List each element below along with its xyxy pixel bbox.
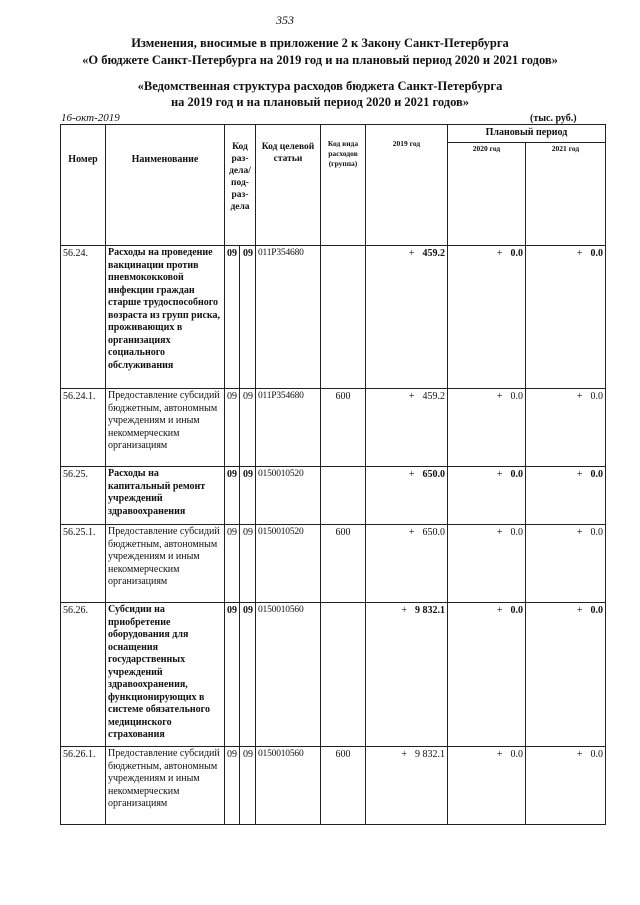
- row-section-code: 09: [225, 467, 240, 525]
- row-expense-type-code: 600: [321, 747, 366, 825]
- row-amount-2019: [366, 389, 448, 467]
- row-amount-2021: [526, 603, 606, 747]
- row-amount-2021: [526, 467, 606, 525]
- row-subsection-code: 09: [240, 389, 256, 467]
- header-name: Наименование: [106, 125, 225, 246]
- amount-sign: +: [576, 391, 583, 402]
- amount-sign: +: [576, 605, 583, 616]
- page-number: 353: [276, 13, 294, 27]
- row-target-code: 0150010520: [256, 525, 321, 603]
- amount-sign: +: [401, 749, 407, 760]
- row-expense-type-code: 600: [321, 389, 366, 467]
- amount-sign: +: [576, 469, 583, 480]
- table-row: [61, 525, 606, 603]
- row-target-code: 0150010560: [256, 747, 321, 825]
- table-body: [61, 246, 606, 825]
- amount-value: 459.2: [422, 391, 445, 402]
- header-year-2020: 2020 год: [448, 143, 526, 246]
- amount-sign: +: [496, 527, 503, 538]
- header-year-2019: 2019 год: [366, 125, 448, 246]
- row-expense-type-code: [321, 603, 366, 747]
- row-amount-2020: [448, 747, 526, 825]
- row-target-code: 011P354680: [256, 389, 321, 467]
- row-amount-2021: [526, 525, 606, 603]
- row-target-code: 011P354680: [256, 246, 321, 389]
- amount-value: 0.0: [510, 391, 523, 402]
- header-expense-type-code: Код вида расходов (группа): [321, 125, 366, 246]
- amount-value: 459.2: [422, 248, 445, 259]
- table-row: [61, 389, 606, 467]
- amount-value: 0.0: [590, 391, 603, 402]
- row-subsection-code: 09: [240, 467, 256, 525]
- amount-value: 650.0: [422, 469, 445, 480]
- row-amount-2020: [448, 467, 526, 525]
- row-section-code: 09: [225, 246, 240, 389]
- amount-sign: +: [408, 527, 415, 538]
- amount-value: 650.0: [422, 527, 445, 538]
- row-number: 56.24.1.: [61, 389, 106, 467]
- row-number: 56.26.1.: [61, 747, 106, 825]
- table-row: [61, 246, 606, 389]
- document-date: 16-окт-2019: [61, 112, 120, 124]
- appendix-title-line-2: на 2019 год и на плановый период 2020 и 2021 годов»: [170, 95, 470, 109]
- header-section-code: Код раз- дела/ под- раз- дела: [225, 125, 256, 246]
- table-row: [61, 747, 606, 825]
- amount-value: 9 832.1: [415, 605, 445, 616]
- row-amount-2019: [366, 747, 448, 825]
- row-name: Предоставление субсидий бюджетным, автономным учреждениям и иным некоммерческим организациям: [106, 747, 225, 825]
- table-row: [61, 467, 606, 525]
- amount-value: 9 832.1: [415, 749, 445, 760]
- amount-sign: +: [496, 469, 503, 480]
- row-amount-2021: [526, 389, 606, 467]
- budget-table: [60, 124, 606, 825]
- amount-value: 0.0: [590, 749, 603, 760]
- amount-sign: +: [576, 248, 583, 259]
- table-row: [61, 603, 606, 747]
- amount-sign: +: [576, 749, 583, 760]
- row-expense-type-code: [321, 467, 366, 525]
- amount-value: 0.0: [590, 605, 603, 616]
- amount-sign: +: [496, 749, 503, 760]
- document-title-line-1: Изменения, вносимые в приложение 2 к Закону Санкт-Петербурга: [131, 36, 509, 50]
- row-name: Расходы на проведение вакцинации против пневмококковой инфекции граждан старше трудоспособного возраста из групп риска, проживающих в организациях социального обслуживания: [106, 246, 225, 389]
- amount-sign: +: [496, 248, 503, 259]
- row-section-code: 09: [225, 747, 240, 825]
- row-name: Расходы на капитальный ремонт учреждений здравоохранения: [106, 467, 225, 525]
- amount-value: 0.0: [590, 527, 603, 538]
- row-expense-type-code: [321, 246, 366, 389]
- amount-sign: +: [576, 527, 583, 538]
- header-target-code: Код целевой статьи: [256, 125, 321, 246]
- row-subsection-code: 09: [240, 603, 256, 747]
- amount-sign: +: [496, 605, 503, 616]
- amount-sign: +: [408, 248, 415, 259]
- amount-value: 0.0: [510, 248, 523, 259]
- amount-value: 0.0: [510, 605, 523, 616]
- row-amount-2020: [448, 603, 526, 747]
- row-section-code: 09: [225, 603, 240, 747]
- units-label: (тыс. руб.): [530, 113, 577, 124]
- row-target-code: 0150010520: [256, 467, 321, 525]
- appendix-title-line-1: «Ведомственная структура расходов бюджета Санкт-Петербурга: [137, 79, 503, 93]
- row-name: Предоставление субсидий бюджетным, автономным учреждениям и иным некоммерческим организациям: [106, 389, 225, 467]
- amount-sign: +: [408, 469, 415, 480]
- row-amount-2019: [366, 246, 448, 389]
- row-name: Субсидии на приобретение оборудования для оснащения государственных учреждений здравоохранения, функционирующих в системе обязательного медицинского страхования: [106, 603, 225, 747]
- row-number: 56.25.1.: [61, 525, 106, 603]
- row-expense-type-code: 600: [321, 525, 366, 603]
- row-target-code: 0150010560: [256, 603, 321, 747]
- header-number: Номер: [61, 125, 106, 246]
- row-subsection-code: 09: [240, 525, 256, 603]
- amount-value: 0.0: [510, 749, 523, 760]
- row-number: 56.26.: [61, 603, 106, 747]
- row-number: 56.24.: [61, 246, 106, 389]
- row-amount-2020: [448, 389, 526, 467]
- table-header-row: [61, 125, 606, 143]
- row-amount-2021: [526, 246, 606, 389]
- header-planned-period: Плановый период: [448, 125, 606, 143]
- row-section-code: 09: [225, 389, 240, 467]
- document-title-line-2: «О бюджете Санкт-Петербурга на 2019 год и на плановый период 2020 и 2021 годов»: [82, 53, 558, 67]
- row-subsection-code: 09: [240, 246, 256, 389]
- row-amount-2019: [366, 603, 448, 747]
- amount-value: 0.0: [590, 248, 603, 259]
- amount-sign: +: [496, 391, 503, 402]
- row-subsection-code: 09: [240, 747, 256, 825]
- row-section-code: 09: [225, 525, 240, 603]
- amount-value: 0.0: [510, 527, 523, 538]
- row-number: 56.25.: [61, 467, 106, 525]
- amount-sign: +: [401, 605, 407, 616]
- row-amount-2021: [526, 747, 606, 825]
- row-amount-2019: [366, 467, 448, 525]
- row-amount-2020: [448, 525, 526, 603]
- amount-sign: +: [408, 391, 415, 402]
- row-amount-2019: [366, 525, 448, 603]
- amount-value: 0.0: [510, 469, 523, 480]
- row-amount-2020: [448, 246, 526, 389]
- row-name: Предоставление субсидий бюджетным, автономным учреждениям и иным некоммерческим организациям: [106, 525, 225, 603]
- amount-value: 0.0: [590, 469, 603, 480]
- header-year-2021: 2021 год: [526, 143, 606, 246]
